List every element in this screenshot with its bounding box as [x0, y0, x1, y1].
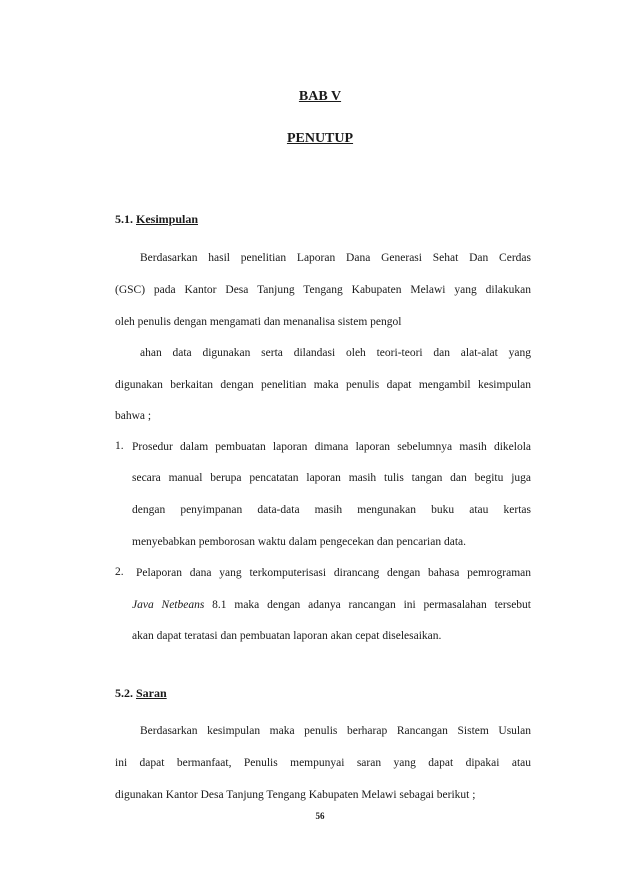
paragraph-line: ahan data digunakan serta dilandasi oleh teori-teori dan alat-alat yang [140, 347, 531, 359]
paragraph-line: oleh penulis dengan mengamati dan menanalisa sistem pengol [115, 316, 402, 328]
paragraph-line: (GSC) pada Kantor Desa Tanjung Tengang Kabupaten Melawi yang dilakukan [115, 284, 531, 296]
section-number: 5.2. [115, 686, 133, 700]
chapter-title-text: PENUTUP [286, 131, 354, 146]
list-item-text: 8.1 maka dengan adanya rancangan ini permasalahan tersebut [204, 599, 531, 611]
list-item-line: akan dapat teratasi dan pembuatan laporan akan cepat diselesaikan. [132, 630, 442, 642]
list-marker: 1. [115, 440, 124, 452]
chapter-title [0, 131, 620, 147]
section-number: 5.1. [115, 212, 133, 226]
paragraph-line: ini dapat bermanfaat, Penulis mempunyai saran yang dapat dipakai atau [115, 757, 531, 769]
italic-term: Java Netbeans [132, 599, 205, 611]
list-item-line: dengan penyimpanan data-data masih mengunakan buku atau kertas [132, 504, 531, 516]
list-marker: 2. [115, 566, 124, 578]
section-heading-kesimpulan [115, 212, 198, 227]
section-heading-saran [115, 686, 167, 701]
chapter-number [0, 89, 620, 105]
section-title: Kesimpulan [136, 212, 199, 226]
page-number: 56 [315, 811, 325, 821]
list-item-line [132, 598, 531, 612]
list-item-line: menyebabkan pemborosan waktu dalam pengecekan dan pencarian data. [132, 536, 466, 548]
list-item-line: Pelaporan dana yang terkomputerisasi dirancang dengan bahasa pemrograman [136, 567, 531, 579]
paragraph-line: digunakan berkaitan dengan penelitian maka penulis dapat mengambil kesimpulan [115, 379, 531, 391]
list-item-line: secara manual berupa pencatatan laporan masih tulis tangan dan begitu juga [132, 472, 531, 484]
list-item-line: Prosedur dalam pembuatan laporan dimana laporan sebelumnya masih dikelola [132, 441, 531, 453]
section-title: Saran [136, 686, 167, 700]
paragraph-line: Berdasarkan hasil penelitian Laporan Dana Generasi Sehat Dan Cerdas [140, 252, 531, 264]
chapter-number-text: BAB V [298, 89, 342, 104]
paragraph-line: digunakan Kantor Desa Tanjung Tengang Kabupaten Melawi sebagai berikut ; [115, 789, 476, 801]
paragraph-line: Berdasarkan kesimpulan maka penulis berharap Rancangan Sistem Usulan [140, 725, 531, 737]
paragraph-line: bahwa ; [115, 410, 152, 422]
